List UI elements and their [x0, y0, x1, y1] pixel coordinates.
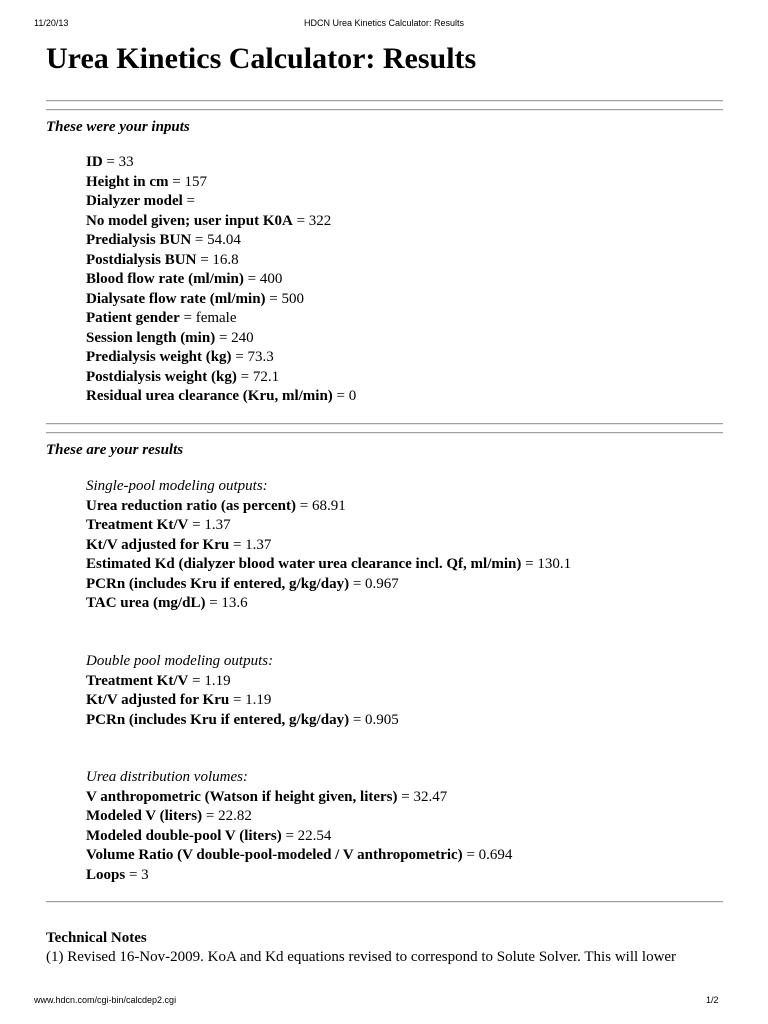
equals-sign: = — [229, 692, 246, 708]
equals-sign: = — [191, 232, 208, 248]
double-pool-list — [86, 672, 399, 731]
equals-sign: = — [332, 388, 349, 404]
field-label: ID — [86, 154, 103, 170]
field-label: PCRn (includes Kru if entered, g/kg/day) — [86, 575, 350, 592]
equals-sign: = — [188, 672, 205, 689]
field-value: 32.47 — [413, 788, 448, 805]
field-row — [86, 497, 571, 517]
field-row — [86, 827, 512, 847]
field-row — [86, 711, 399, 731]
volumes-subheading: Urea distribution volumes: — [86, 769, 248, 785]
print-header-title: HDCN Urea Kinetics Calculator: Results — [303, 18, 465, 28]
field-label: Session length (min) — [86, 329, 216, 346]
field-label: Postdialysis weight (kg) — [86, 368, 237, 385]
field-row — [86, 536, 571, 556]
field-row — [86, 387, 356, 407]
field-row — [86, 153, 356, 173]
field-label: No model given; user input K0A — [86, 212, 293, 229]
field-row — [86, 594, 571, 614]
field-label: Treatment Kt/V — [86, 672, 189, 689]
field-row — [86, 368, 356, 388]
equals-sign: = — [462, 847, 479, 863]
field-value: 68.91 — [311, 497, 346, 514]
field-label: Modeled double-pool V (liters) — [86, 827, 282, 844]
field-label: Residual urea clearance (Kru, ml/min) — [86, 388, 333, 404]
field-label: Volume Ratio (V double-pool-modeled / V anthropometric) — [86, 847, 463, 863]
double-pool-subheading: Double pool modeling outputs: — [86, 653, 274, 669]
field-row — [86, 866, 512, 886]
field-value: 1.37 — [245, 536, 272, 553]
field-label: Urea reduction ratio (as percent) — [86, 497, 296, 514]
divider — [46, 901, 723, 903]
field-label: TAC urea (mg/dL) — [86, 595, 206, 611]
field-label: Dialysate flow rate (ml/min) — [86, 290, 266, 307]
equals-sign: = — [188, 517, 205, 533]
equals-sign: = — [196, 251, 213, 268]
field-label: Height in cm — [86, 173, 169, 190]
volumes-section — [86, 768, 512, 885]
equals-sign: = — [397, 788, 414, 805]
field-value: 500 — [281, 290, 305, 307]
equals-sign: = — [243, 271, 260, 287]
field-row — [86, 575, 571, 595]
equals-sign: = — [202, 808, 219, 824]
field-row — [86, 691, 399, 711]
field-value: 0.694 — [478, 847, 513, 863]
divider — [46, 423, 723, 425]
inputs-list — [86, 153, 356, 407]
field-value: 0 — [348, 388, 357, 404]
equals-sign: = — [295, 497, 312, 514]
field-label: Predialysis BUN — [86, 232, 192, 248]
double-pool-section — [86, 652, 399, 730]
divider — [46, 432, 723, 434]
field-label: Blood flow rate (ml/min) — [86, 271, 244, 287]
field-label: Modeled V (liters) — [86, 808, 203, 824]
single-pool-subheading: Single-pool modeling outputs: — [86, 478, 268, 494]
field-value: 1.19 — [245, 692, 272, 708]
field-value: female — [195, 310, 237, 326]
field-value: 54.04 — [207, 232, 241, 248]
field-value: 3 — [141, 866, 149, 883]
equals-sign: = — [236, 368, 253, 385]
equals-sign: = — [231, 349, 248, 365]
field-value: 240 — [231, 329, 254, 346]
field-row — [86, 672, 399, 692]
field-value: 22.54 — [297, 827, 332, 844]
single-pool-list — [86, 497, 571, 614]
field-value: 22.82 — [218, 808, 252, 824]
field-value: 0.967 — [365, 575, 399, 592]
print-footer-url: www.hdcn.com/cgi-bin/calcdep2.cgi — [34, 995, 177, 1005]
field-label: Treatment Kt/V — [86, 517, 189, 533]
field-row — [86, 788, 512, 808]
equals-sign: = — [125, 866, 142, 883]
technical-notes-heading: Technical Notes — [46, 930, 147, 946]
field-value: 33 — [118, 154, 134, 170]
volumes-list — [86, 788, 512, 886]
equals-sign: = — [521, 556, 538, 572]
equals-sign: = — [265, 290, 282, 307]
field-row — [86, 846, 512, 866]
field-label: V anthropometric (Watson if height given, liters) — [86, 788, 398, 805]
print-page-number: 1/2 — [706, 995, 719, 1005]
equals-sign: = — [182, 193, 196, 209]
field-row — [86, 173, 356, 193]
field-label: PCRn (includes Kru if entered, g/kg/day) — [86, 711, 350, 728]
results-heading: These are your results — [46, 442, 184, 458]
divider — [46, 109, 723, 111]
field-value: 1.37 — [204, 517, 231, 533]
field-value: 16.8 — [212, 251, 239, 268]
field-label: Estimated Kd (dialyzer blood water urea clearance incl. Qf, ml/min) — [86, 556, 522, 572]
equals-sign: = — [215, 329, 232, 346]
equals-sign: = — [349, 711, 366, 728]
field-row — [86, 192, 356, 212]
equals-sign: = — [349, 575, 366, 592]
equals-sign: = — [205, 595, 222, 611]
field-row — [86, 516, 571, 536]
equals-sign: = — [102, 154, 119, 170]
field-row — [86, 329, 356, 349]
equals-sign: = — [179, 310, 196, 326]
field-value: 400 — [259, 271, 283, 287]
field-value: 130.1 — [537, 556, 572, 572]
field-label: Loops — [86, 866, 126, 883]
field-row — [86, 270, 356, 290]
field-value: 157 — [184, 173, 207, 190]
field-value: 73.3 — [247, 349, 274, 365]
field-row — [86, 348, 356, 368]
page-title: Urea Kinetics Calculator: Results — [46, 42, 477, 75]
divider — [46, 100, 723, 102]
equals-sign: = — [168, 173, 185, 190]
field-label: Dialyzer model — [86, 193, 183, 209]
field-value: 322 — [308, 212, 332, 229]
field-value: 1.19 — [204, 672, 231, 689]
single-pool-section — [86, 477, 571, 614]
equals-sign: = — [229, 536, 246, 553]
field-row — [86, 290, 356, 310]
equals-sign: = — [292, 212, 309, 229]
field-row — [86, 251, 356, 271]
field-value: 72.1 — [252, 368, 280, 385]
field-label: Postdialysis BUN — [86, 251, 197, 268]
field-label: Predialysis weight (kg) — [86, 349, 232, 365]
technical-note-1: (1) Revised 16-Nov-2009. KoA and Kd equations revised to correspond to Solute Solver. This will lower — [46, 949, 677, 965]
field-row — [86, 555, 571, 575]
field-row — [86, 212, 356, 232]
field-label: Kt/V adjusted for Kru — [86, 692, 230, 708]
field-row — [86, 309, 356, 329]
print-date: 11/20/13 — [34, 18, 69, 28]
field-row — [86, 231, 356, 251]
field-value: 0.905 — [365, 711, 399, 728]
inputs-heading: These were your inputs — [46, 119, 190, 135]
equals-sign: = — [281, 827, 298, 844]
field-label: Patient gender — [86, 310, 180, 326]
field-label: Kt/V adjusted for Kru — [86, 536, 230, 553]
field-row — [86, 807, 512, 827]
field-value: 13.6 — [221, 595, 248, 611]
